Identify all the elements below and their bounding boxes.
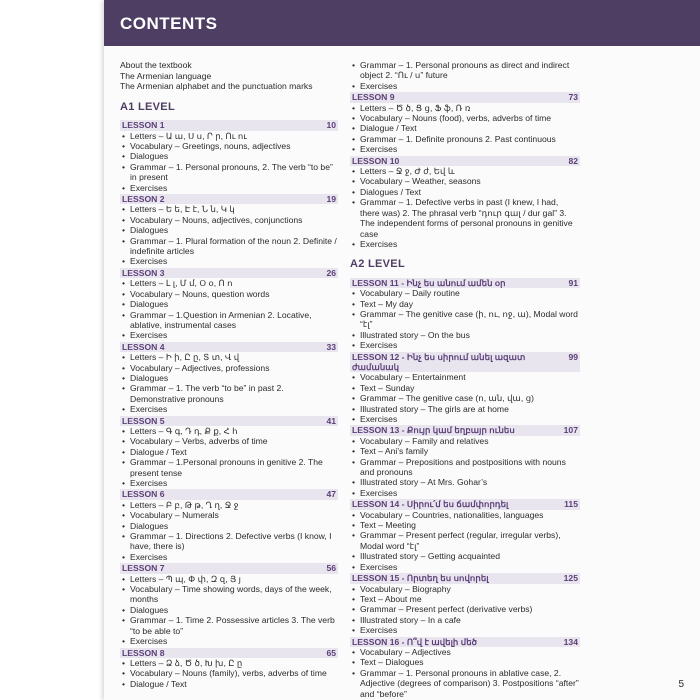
lesson-item: • Letters – Ձ ձ, Ծ ծ, Խ խ, Ը ը [130, 658, 338, 668]
lesson-heading[interactable] [120, 563, 338, 573]
lesson-heading[interactable] [350, 156, 580, 166]
lesson-heading[interactable] [120, 194, 338, 204]
lesson-item: • Vocabulary – Family and relatives [360, 436, 580, 446]
lesson-item: • Vocabulary – Countries, nationalities, languages [360, 510, 580, 520]
page-title: CONTENTS [120, 14, 218, 33]
lesson-item: • Text – My day [360, 299, 580, 309]
lesson-item: • Exercises [130, 183, 338, 193]
lesson-topics [120, 658, 338, 689]
lesson-title: LESSON 16 - Ո՞վ է ավելի մեծ [352, 636, 478, 647]
lesson-heading[interactable] [350, 92, 580, 102]
lesson-heading[interactable] [120, 416, 338, 426]
lesson-8-continued [350, 60, 580, 91]
lesson-item: • Grammar – Prepositions and postpositions with nouns and pronouns [360, 457, 580, 478]
lesson-item: • Vocabulary – Verbs, adverbs of time [130, 436, 338, 446]
lesson-item: • Exercises [130, 404, 338, 414]
lesson-topics [350, 647, 580, 699]
lesson-heading[interactable] [120, 342, 338, 352]
lesson-topics [120, 574, 338, 647]
lesson-item: • Text – Meeting [360, 520, 580, 530]
lesson-item: • Dialogues [130, 225, 338, 235]
lesson-title: LESSON 9 [352, 92, 395, 103]
lesson-title: LESSON 14 - Սիրու՛մ ես ճամփորդել [352, 499, 509, 510]
lesson-topics [350, 584, 580, 636]
lesson-heading[interactable] [350, 637, 580, 647]
lesson-item: • Illustrated story – The girls are at home [360, 404, 580, 414]
lesson-page-number: 125 [563, 573, 578, 584]
lesson-item: • Letters – Լ լ, Մ մ, Օ օ, Ո ո [130, 278, 338, 288]
intro-list [120, 60, 338, 92]
lesson-item: • Exercises [360, 625, 580, 635]
lesson-item: • Dialogues [130, 521, 338, 531]
lesson-item: • Dialogue / Text [130, 447, 338, 457]
lesson-page-number: 65 [326, 647, 336, 658]
lesson-item: • Exercises [130, 330, 338, 340]
lesson-item: • Letters – Ա ա, Ս ս, Ր ր, Ու ու [130, 131, 338, 141]
lesson-item: • Vocabulary – Adjectives, professions [130, 363, 338, 373]
lesson-item: • Grammar – 1. Definite pronouns 2. Past continuous [360, 134, 580, 144]
left-lessons [120, 120, 338, 689]
lesson-item: • Letters – Ի ի, Ը ը, Տ տ, Վ վ [130, 352, 338, 362]
lesson-item: • Exercises [130, 636, 338, 646]
lesson-heading[interactable] [350, 352, 580, 373]
lesson-topics [350, 166, 580, 249]
lesson-page-number: 26 [326, 267, 336, 278]
lesson-item: • Grammar – 1.Personal pronouns in genitive 2. The present tense [130, 457, 338, 478]
lesson-item: • Dialogues [130, 605, 338, 615]
lesson-topics [120, 426, 338, 488]
lesson-item: • Exercises [130, 256, 338, 266]
lesson-topics [350, 372, 580, 424]
intro-item[interactable]: The Armenian alphabet and the punctuation marks [120, 81, 313, 92]
lesson-item: • Vocabulary – Nouns, question words [130, 289, 338, 299]
lesson-title: LESSON 10 [352, 155, 400, 166]
lesson-item: • Vocabulary – Nouns (family), verbs, adverbs of time [130, 668, 338, 678]
intro-item[interactable]: The Armenian language [120, 70, 212, 81]
lesson-page-number: 47 [326, 489, 336, 500]
lesson-topics [120, 500, 338, 562]
lesson-item: • Vocabulary – Nouns (food), verbs, adverbs of time [360, 113, 580, 123]
lesson-item: • Letters – Պ պ, Փ փ, Զ զ, Յ յ [130, 574, 338, 584]
lesson-title: LESSON 15 - Որտեղ ես սովորել [352, 573, 489, 584]
lesson-item: • Grammar – 1. The verb “to be” in past 2. Demonstrative pronouns [130, 383, 338, 404]
lesson-item: • Dialogues / Text [360, 187, 580, 197]
lesson-title: LESSON 11 - Ինչ ես անում ամեն օր [352, 277, 506, 288]
lesson-item: • Grammar – 1. Time 2. Possessive articles 3. The verb “to be able to” [130, 615, 338, 636]
lesson-page-number: 33 [326, 341, 336, 352]
lesson-heading[interactable] [350, 278, 580, 288]
lesson-item: • Grammar – 1.Question in Armenian 2. Locative, ablative, instrumental cases [130, 310, 338, 331]
lesson-title: LESSON 6 [122, 489, 165, 500]
lesson-topics [120, 131, 338, 193]
lesson-item: • Letters – Բ բ, Թ թ, Ղ ղ, Ջ ջ [130, 500, 338, 510]
lesson-title: LESSON 2 [122, 194, 165, 205]
lesson-item: • Vocabulary – Adjectives [360, 647, 580, 657]
lesson-item: • Exercises [360, 414, 580, 424]
lesson-item: • Grammar – Present perfect (derivative verbs) [360, 604, 580, 614]
lesson-item: • Exercises [360, 81, 580, 91]
lesson-item: • Letters – Ջ ջ, Ժ ժ, Եվ և [360, 166, 580, 176]
lesson-topics [350, 436, 580, 498]
right-a2-lessons [350, 278, 580, 699]
lesson-item: • Grammar – The genitive case (ո, ան, վա, ց) [360, 393, 580, 403]
lesson-title: LESSON 1 [122, 120, 165, 131]
lesson-item: • Text – Dialogues [360, 657, 580, 667]
lesson-item: • Text – About me [360, 594, 580, 604]
lesson-heading[interactable] [120, 120, 338, 130]
lesson-item: • Exercises [360, 340, 580, 350]
lesson-item: • Grammar – 1. Personal pronouns in ablative case, 2. Adjective (degrees of comparison) 3. Postpositions “after” and “before” [360, 668, 580, 699]
lesson-title: LESSON 5 [122, 415, 165, 426]
lesson-item: • Exercises [360, 239, 580, 249]
intro-item[interactable]: About the textbook [120, 60, 192, 70]
lesson-item: • Illustrated story – At Mrs. Gohar’s [360, 477, 580, 487]
lesson-heading[interactable] [120, 489, 338, 499]
lesson-item: • Vocabulary – Biography [360, 584, 580, 594]
lesson-topics [350, 510, 580, 572]
lesson-item: • Letters – Ծ ծ, Ց ց, Ֆ ֆ, Ռ ռ [360, 103, 580, 113]
lesson-title: LESSON 7 [122, 563, 165, 574]
lesson-heading[interactable] [120, 648, 338, 658]
lesson-item: • Grammar – Present perfect (regular, irregular verbs), Modal word “էլ” [360, 530, 580, 551]
lesson-item: • Exercises [360, 488, 580, 498]
lesson-title: LESSON 4 [122, 341, 165, 352]
lesson-item: • Illustrated story – On the bus [360, 330, 580, 340]
lesson-item: • Grammar – 1. Personal pronouns, 2. The verb “to be” in present [130, 162, 338, 183]
level-heading-a1: A1 LEVEL [120, 100, 175, 113]
lesson-topics [350, 103, 580, 155]
right-column [350, 60, 580, 699]
lesson-page-number: 10 [326, 120, 336, 131]
lesson-topics [350, 288, 580, 350]
lesson-topics [120, 204, 338, 266]
right-a1-lessons [350, 92, 580, 249]
lesson-item: • Grammar – 1. Directions 2. Defective verbs (I know, I have, there is) [130, 531, 338, 552]
lesson-item: • Exercises [360, 562, 580, 572]
lesson-item: • Vocabulary – Entertainment [360, 372, 580, 382]
lesson-page-number: 19 [326, 194, 336, 205]
lesson-page-number: 41 [326, 415, 336, 426]
lesson-item: • Grammar – 1. Defective verbs in past (I knew, I had, there was) 2. The phrasal verb “դուր գալ / dur gal” 3. The independent forms of personal pronouns in genitive case [360, 197, 580, 239]
lesson-item: • Dialogues [130, 299, 338, 309]
lesson-item: • Dialogues [130, 373, 338, 383]
lesson-item: • Grammar – The genitive case (ի, ու, ոջ, ա), Modal word “էլ” [360, 309, 580, 330]
lesson-page-number: 115 [564, 499, 578, 510]
lesson-heading[interactable] [350, 499, 580, 509]
lesson-item: • Text – Ani’s family [360, 446, 580, 456]
lesson-item: • Exercises [360, 144, 580, 154]
lesson-topics [120, 352, 338, 414]
lesson-page-number: 73 [568, 92, 578, 103]
lesson-page-number: 82 [568, 155, 578, 166]
lesson-heading[interactable] [350, 425, 580, 435]
lesson-item: • Grammar – 1. Plural formation of the noun 2. Definite / indefinite articles [130, 236, 338, 257]
lesson-item: • Illustrated story – Getting acquainted [360, 551, 580, 561]
lesson-title: LESSON 12 - Ինչ ես սիրում անել ազատ ժամանակ [352, 351, 526, 372]
lesson-title: LESSON 8 [122, 647, 165, 658]
lesson-item: • Vocabulary – Weather, seasons [360, 176, 580, 186]
lesson-item: • Text – Sunday [360, 383, 580, 393]
lesson-item: • Vocabulary – Daily routine [360, 288, 580, 298]
lesson-item: • Dialogue / Text [130, 679, 338, 689]
lesson-page-number: 134 [563, 636, 578, 647]
lesson-topics [120, 278, 338, 340]
lesson-item: • Letters – Գ գ, Դ դ, Ք ք, Հ հ [130, 426, 338, 436]
lesson-page-number: 91 [568, 277, 578, 288]
lesson-item: • Dialogues [130, 151, 338, 161]
lesson-title: LESSON 3 [122, 267, 165, 278]
lesson-title: LESSON 13 - Քույր կամ եղբայր ունես [352, 425, 515, 436]
lesson-item: • Vocabulary – Greetings, nouns, adjectives [130, 141, 338, 151]
lesson-item: • Exercises [130, 552, 338, 562]
lesson-item: • Illustrated story – In a cafe [360, 615, 580, 625]
lesson-item: • Exercises [130, 478, 338, 488]
lesson-item: • Vocabulary – Numerals [130, 510, 338, 520]
lesson-item: • Dialogue / Text [360, 123, 580, 133]
lesson-heading[interactable] [350, 573, 580, 583]
lesson-page-number: 56 [326, 563, 336, 574]
lesson-item: • Vocabulary – Time showing words, days of the week, months [130, 584, 338, 605]
lesson-page-number: 99 [568, 351, 578, 362]
left-column [120, 60, 338, 689]
lesson-item: • Grammar – 1. Personal pronouns as direct and indirect object 2. “Ու / ս” future [360, 60, 580, 81]
lesson-item: • Vocabulary – Nouns, adjectives, conjunctions [130, 215, 338, 225]
lesson-page-number: 107 [563, 425, 578, 436]
lesson-item: • Letters – Ե ե, Է է, Ն ն, Կ կ [130, 204, 338, 214]
level-heading-a2: A2 LEVEL [350, 258, 405, 271]
lesson-heading[interactable] [120, 268, 338, 278]
page-number: 5 [678, 679, 684, 690]
